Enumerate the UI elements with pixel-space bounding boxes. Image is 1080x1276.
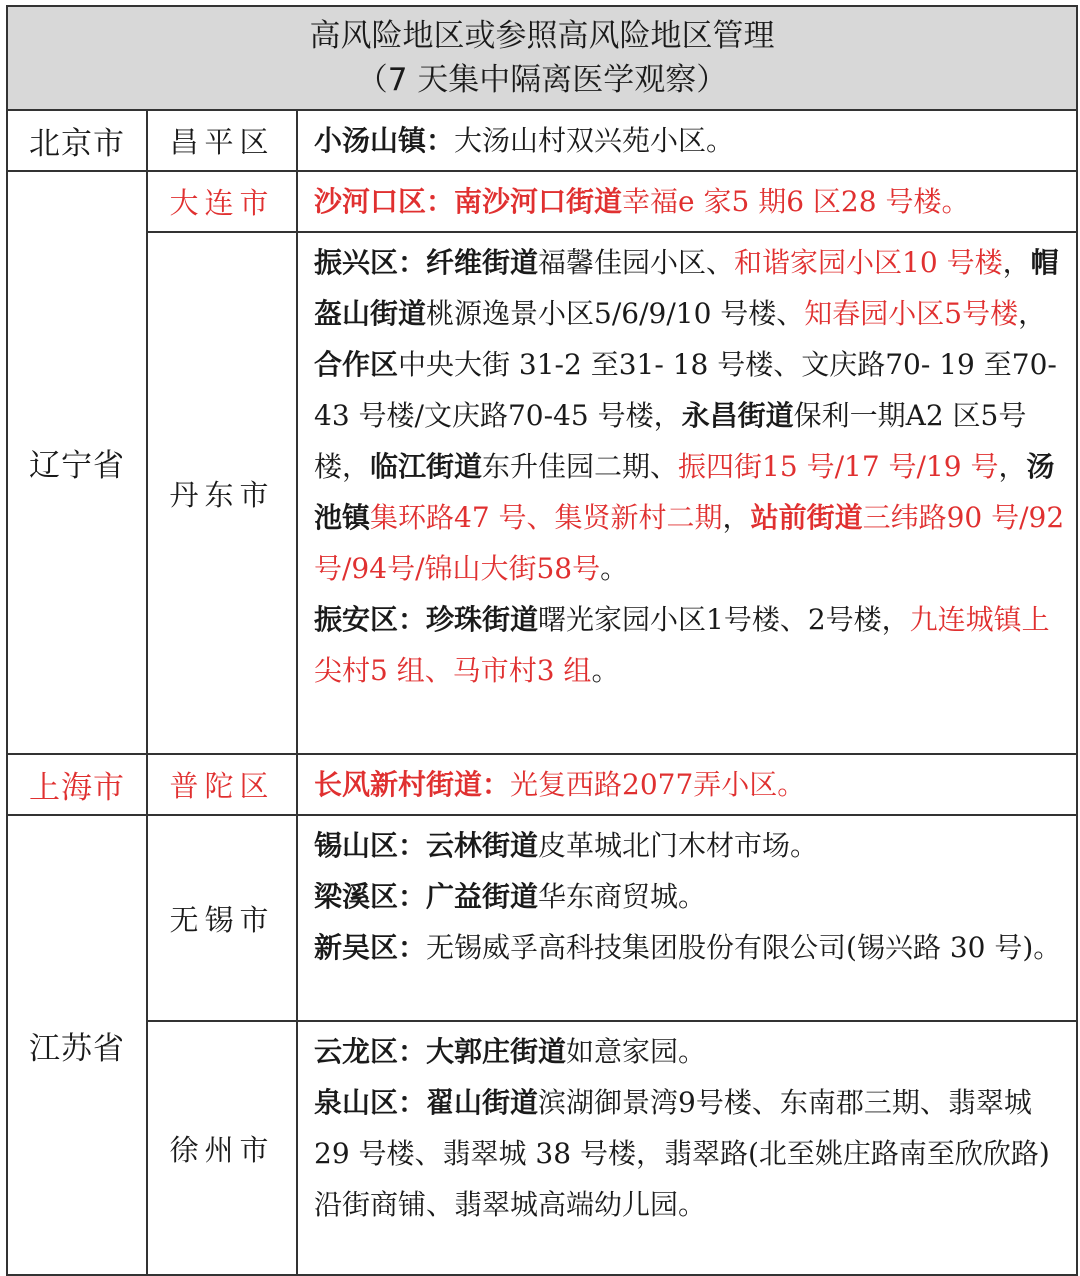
zhenxing-paragraph [314,237,1072,594]
risk-area-table [6,5,1078,1276]
area-line [314,820,1072,871]
area-text-red: 集环路47 号、集贤新村二期 [370,501,723,534]
area-text: 保利一期A2 区5号楼， [314,399,1027,483]
area-cell [297,110,1077,171]
district-name: 新吴区： [314,931,427,964]
area-cell [297,1021,1077,1275]
city-cell: 普陀区 [147,754,297,815]
area-text: 中央大街 31-2 至31- 18 号楼、文庆路70- 19 至70-43 号楼/文庆路70-45 号楼， [314,348,1057,432]
punct: ， [1002,246,1031,279]
area-text: 幸福e 家5 期6 区28 号楼。 [622,185,970,218]
district-name: 锡山区： [314,829,427,862]
area-line [314,922,1072,973]
street-name: 长风新村街道： [314,768,511,801]
province-cell: 北京市 [7,110,147,171]
street-name: 广益街道 [426,880,539,913]
district-name: 云龙区： [314,1035,427,1068]
area-text-red: 和谐家园小区10 号楼 [734,246,1003,279]
area-cell [297,171,1077,232]
area-line [314,1077,1072,1230]
zhenan-paragraph [314,594,1072,696]
area-text-red: 振四街15 号/17 号/19 号 [678,450,999,483]
table-row [7,754,1077,815]
area-line [314,1026,1072,1077]
table-title [7,6,1077,110]
district-name: 振安区： [314,603,427,636]
area-text: 福馨佳园小区、 [538,246,735,279]
street-name: 汤池镇 [314,450,1055,534]
street-name-red: 站前街道 [750,501,863,534]
street-name: 大郭庄街道 [426,1035,567,1068]
city-cell: 丹东市 [147,232,297,754]
street-name: 南沙河口街道 [454,185,623,218]
area-line [314,871,1072,922]
city-cell: 徐州市 [147,1021,297,1275]
title-line-2: （7 天集中隔离医学观察） [356,62,728,98]
area-text: 华东商贸城。 [538,880,707,913]
area-cell [297,815,1077,1021]
street-name: 翟山街道 [426,1086,539,1119]
area-text: 滨湖御景湾9号楼、东南郡三期、翡翠城 29 号楼、翡翠城 38 号楼，翡翠路(北至姚庄路南至欣欣路)沿街商铺、翡翠城高端幼儿园。 [314,1086,1050,1221]
area-text-red: 九连城镇上尖村5 组、马市村3 组 [314,603,1050,687]
table-row [7,110,1077,171]
city-cell: 大连市 [147,171,297,232]
street-name: 珍珠街道 [426,603,539,636]
street-name: 纤维街道 [426,246,539,279]
street-name: 合作区 [314,348,399,381]
street-name: 永昌街道 [681,399,794,432]
area-text: 东升佳园二期、 [482,450,679,483]
street-name: 云林街道 [426,829,539,862]
area-text: 皮革城北门木材市场。 [538,829,819,862]
punct: ， [722,501,751,534]
area-cell [297,232,1077,754]
area-cell [297,754,1077,815]
area-text: 如意家园。 [566,1035,707,1068]
area-text: 无锡威孚高科技集团股份有限公司(锡兴路 30 号)。 [426,931,1062,964]
area-text: 曙光家园小区1号楼、2号楼， [538,603,910,636]
province-cell: 江苏省 [7,815,147,1275]
district-name: 梁溪区： [314,880,427,913]
area-text: 大汤山村双兴苑小区。 [454,124,735,157]
area-text-red: 三纬路90 号/92号/94号/锦山大街58号 [314,501,1065,585]
district-name: 沙河口区： [314,185,455,218]
punct: 。 [591,654,620,687]
street-name: 临江街道 [370,450,483,483]
district-name: 泉山区： [314,1086,427,1119]
province-cell: 上海市 [7,754,147,815]
punct: ， [998,450,1027,483]
area-text: 光复西路2077弄小区。 [510,768,806,801]
table-row [7,1021,1077,1275]
province-cell: 辽宁省 [7,171,147,754]
town-name: 小汤山镇： [314,124,455,157]
punct: 。 [600,552,629,585]
street-name: 帽盔山街道 [314,246,1059,330]
table-row [7,815,1077,1021]
table-row [7,171,1077,232]
district-name: 振兴区： [314,246,427,279]
city-cell: 昌平区 [147,110,297,171]
table-row [7,232,1077,754]
table-header-row [7,6,1077,110]
area-text: 桃源逸景小区5/6/9/10 号楼、 [426,297,805,330]
area-text-red: 知春园小区5号楼 [804,297,1019,330]
title-line-1: 高风险地区或参照高风险地区管理 [309,18,775,54]
city-cell: 无锡市 [147,815,297,1021]
punct: ， [1018,297,1047,330]
